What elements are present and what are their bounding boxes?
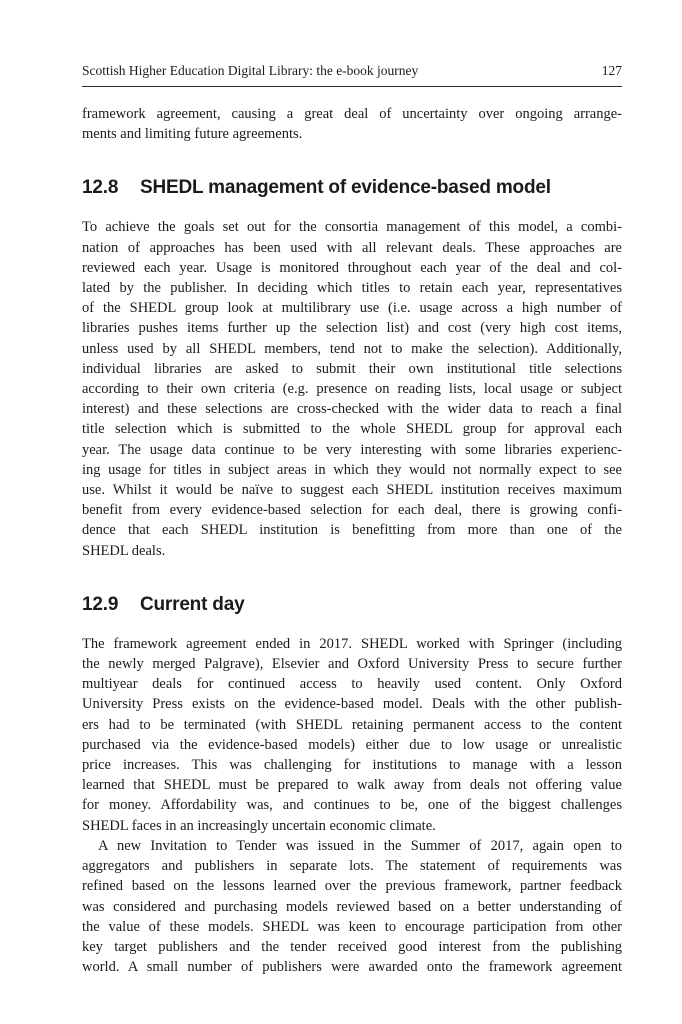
- page-number: 127: [601, 63, 622, 78]
- text-line: world. A small number of publishers were awarded onto the framework agreement: [82, 959, 622, 976]
- text-line: framework agreement, causing a great deal of uncertainty over ongoing arrange-: [82, 106, 622, 122]
- text-line: ments and limiting future agreements.: [82, 126, 303, 143]
- text-line: the value of these models. SHEDL was keen to encourage participation from other: [82, 918, 622, 935]
- header-rule: [82, 86, 622, 87]
- paragraph: [82, 634, 622, 836]
- text-line: ers had to be terminated (with SHEDL retaining permanent access to the content: [82, 716, 622, 733]
- section-heading: [82, 176, 622, 199]
- text-line: the newly merged Palgrave), Elsevier and Oxford University Press to secure further: [82, 656, 622, 673]
- section-heading: [82, 593, 622, 616]
- text-line: libraries pushes items further up the selection list) and cost (very high cost items,: [82, 320, 622, 337]
- text-line: unless used by all SHEDL members, tend not to make the selection). Additionally,: [82, 340, 622, 357]
- text-line: use. Whilst it would be naïve to suggest each SHEDL institution receives maximum: [82, 482, 622, 499]
- text-line: benefit from every evidence-based selection for each deal, there is growing confi-: [82, 502, 622, 519]
- paragraph: [82, 836, 622, 977]
- text-line: interest) and these selections are cross-checked with the wider data to reach a final: [82, 401, 622, 418]
- text-line: year. The usage data continue to be very interesting with some libraries experienc-: [82, 441, 622, 458]
- text-line: University Press exists on the evidence-based model. Deals with the other publish-: [82, 696, 622, 713]
- text-line: title selection which is submitted to the whole SHEDL group for approval each: [82, 421, 622, 438]
- text-line: dence that each SHEDL institution is benefitting from more than one of the: [82, 522, 622, 539]
- text-line: of the SHEDL group look at multilibrary use (i.e. usage across a high number of: [82, 300, 622, 317]
- text-line: individual libraries are asked to submit their own institutional title selections: [82, 360, 622, 377]
- text-line: according to their own criteria (e.g. presence on reading lists, local usage or subject: [82, 381, 622, 398]
- page-body: [82, 104, 622, 977]
- text-line: To achieve the goals set out for the consortia management of this model, a combi-: [82, 219, 622, 236]
- text-line: A new Invitation to Tender was issued in the Summer of 2017, again open to: [98, 837, 622, 854]
- text-line: ing usage for titles in subject areas in which they would not normally expect to see: [82, 461, 622, 478]
- page-content: [82, 0, 622, 977]
- text-line: purchased via the evidence-based models) either due to low usage or unrealistic: [82, 736, 622, 753]
- paragraph: [82, 217, 622, 560]
- paragraph: [82, 104, 622, 144]
- section-number: 12.8: [82, 177, 119, 199]
- text-line: aggregators and publishers in separate lots. The statement of requirements was: [82, 858, 622, 875]
- text-line: The framework agreement ended in 2017. SHEDL worked with Springer (including: [82, 635, 622, 652]
- text-line: price increases. This was challenging for institutions to manage with a lesson: [82, 757, 622, 774]
- section-title: SHEDL management of evidence-based model: [140, 177, 551, 199]
- text-line: was considered and purchasing models reviewed based on a better understanding of: [82, 898, 622, 915]
- section-number: 12.9: [82, 593, 119, 615]
- text-line: SHEDL deals.: [82, 542, 166, 559]
- section-title: Current day: [140, 593, 245, 615]
- text-line: reviewed each year. Usage is monitored throughout each year of the deal and col-: [82, 259, 622, 276]
- text-line: key target publishers and the tender received good interest from the publishing: [82, 938, 622, 955]
- text-line: nation of approaches has been used with all relevant deals. These approaches are: [82, 239, 622, 256]
- text-line: for money. Affordability was, and continues to be, one of the biggest challenges: [82, 797, 622, 814]
- text-line: lated by the publisher. In deciding which titles to retain each year, representatives: [82, 280, 622, 297]
- text-line: SHEDL faces in an increasingly uncertain economic climate.: [82, 817, 436, 834]
- running-header: [82, 63, 622, 78]
- text-line: multiyear deals for continued access to heavily used content. Only Oxford: [82, 676, 622, 693]
- text-line: learned that SHEDL must be prepared to walk away from deals not offering value: [82, 777, 622, 794]
- running-title: Scottish Higher Education Digital Library: the e-book journey: [82, 63, 419, 78]
- text-line: refined based on the lessons learned over the previous framework, partner feedback: [82, 878, 622, 895]
